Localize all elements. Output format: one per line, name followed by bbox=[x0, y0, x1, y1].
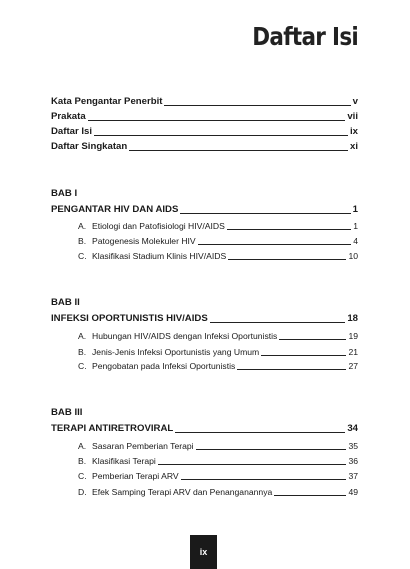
section-label: A. bbox=[78, 331, 87, 341]
page-number-tab bbox=[190, 535, 217, 569]
page-title: Daftar Isi bbox=[252, 22, 358, 51]
leader-line bbox=[175, 432, 345, 433]
toc-entry-daftar-singkatan[interactable] bbox=[51, 141, 358, 153]
section-page: 10 bbox=[348, 251, 358, 261]
leader-line bbox=[227, 229, 351, 230]
section-title: Patogenesis Molekuler HIV bbox=[92, 236, 196, 246]
leader-line bbox=[181, 479, 347, 480]
leader-line bbox=[180, 213, 350, 214]
toc-entry-kata-pengantar[interactable] bbox=[51, 96, 358, 108]
leader-line bbox=[228, 259, 346, 260]
section-page: 27 bbox=[348, 361, 358, 371]
section-title: Sasaran Pemberian Terapi bbox=[92, 441, 194, 451]
chapter-title: TERAPI ANTIRETROVIRAL bbox=[51, 423, 174, 434]
section-page: 1 bbox=[353, 221, 358, 231]
leader-line bbox=[210, 322, 346, 323]
section-page: 4 bbox=[353, 236, 358, 246]
section-label: B. bbox=[78, 236, 87, 246]
section-title: Jenis-Jenis Infeksi Oportunistis yang Umum bbox=[92, 347, 260, 357]
section-title: Klasifikasi Stadium Klinis HIV/AIDS bbox=[92, 251, 227, 261]
section-page: 21 bbox=[348, 347, 358, 357]
toc-entry-page: xi bbox=[349, 141, 358, 152]
section-label: B. bbox=[78, 347, 87, 357]
section-label: A. bbox=[78, 221, 87, 231]
toc-section-entry[interactable] bbox=[78, 220, 358, 232]
toc-chapter-entry[interactable] bbox=[51, 313, 358, 325]
section-page: 49 bbox=[348, 487, 358, 497]
section-label: A. bbox=[78, 441, 87, 451]
chapter-number: BAB I bbox=[51, 188, 78, 199]
toc-chapter-entry[interactable] bbox=[51, 204, 358, 216]
chapter-number: BAB III bbox=[51, 407, 83, 418]
leader-line bbox=[158, 464, 347, 465]
toc-chapter-entry[interactable] bbox=[51, 423, 358, 435]
leader-line bbox=[164, 105, 350, 106]
chapter-page: 34 bbox=[347, 423, 358, 434]
section-title: Pengobatan pada Infeksi Oportunistis bbox=[92, 361, 236, 371]
chapter-number: BAB II bbox=[51, 297, 80, 308]
section-label: C. bbox=[78, 361, 87, 371]
toc-entry-title: Daftar Singkatan bbox=[51, 141, 128, 152]
toc-entry-title: Prakata bbox=[51, 111, 86, 122]
toc-section-entry[interactable] bbox=[78, 486, 358, 498]
toc-section-entry[interactable] bbox=[78, 250, 358, 262]
leader-line bbox=[196, 449, 347, 450]
section-label: B. bbox=[78, 456, 87, 466]
toc-entry-page: vii bbox=[347, 111, 358, 122]
leader-line bbox=[237, 369, 346, 370]
section-label: C. bbox=[78, 471, 87, 481]
chapter-title: INFEKSI OPORTUNISTIS HIV/AIDS bbox=[51, 313, 208, 324]
section-page: 19 bbox=[348, 331, 358, 341]
section-title: Efek Samping Terapi ARV dan Penanganannya bbox=[92, 487, 273, 497]
leader-line bbox=[129, 150, 348, 151]
section-title: Klasifikasi Terapi bbox=[92, 456, 156, 466]
toc-section-entry[interactable] bbox=[78, 440, 358, 452]
toc-section-entry[interactable] bbox=[78, 360, 358, 372]
leader-line bbox=[88, 120, 346, 121]
leader-line bbox=[261, 355, 346, 356]
toc-entry-page: ix bbox=[349, 126, 358, 137]
section-page: 37 bbox=[348, 471, 358, 481]
toc-section-entry[interactable] bbox=[78, 235, 358, 247]
leader-line bbox=[279, 339, 346, 340]
leader-line bbox=[198, 244, 352, 245]
section-title: Hubungan HIV/AIDS dengan Infeksi Oportunistis bbox=[92, 331, 278, 341]
toc-section-entry[interactable] bbox=[78, 470, 358, 482]
toc-entry-page: v bbox=[352, 96, 358, 107]
chapter-page: 1 bbox=[352, 204, 358, 215]
section-label: C. bbox=[78, 251, 87, 261]
toc-entry-prakata[interactable] bbox=[51, 111, 358, 123]
toc-section-entry[interactable] bbox=[78, 330, 358, 342]
toc-section-entry[interactable] bbox=[78, 346, 358, 358]
section-title: Etiologi dan Patofisiologi HIV/AIDS bbox=[92, 221, 225, 231]
leader-line bbox=[94, 135, 348, 136]
toc-entry-daftar-isi[interactable] bbox=[51, 126, 358, 138]
toc-entry-title: Kata Pengantar Penerbit bbox=[51, 96, 163, 107]
section-label: D. bbox=[78, 487, 87, 497]
section-page: 36 bbox=[348, 456, 358, 466]
chapter-page: 18 bbox=[347, 313, 358, 324]
leader-line bbox=[274, 495, 346, 496]
section-page: 35 bbox=[348, 441, 358, 451]
chapter-title: PENGANTAR HIV DAN AIDS bbox=[51, 204, 179, 215]
toc-section-entry[interactable] bbox=[78, 455, 358, 467]
section-title: Pemberian Terapi ARV bbox=[92, 471, 179, 481]
page-number: ix bbox=[199, 547, 208, 557]
toc-entry-title: Daftar Isi bbox=[51, 126, 93, 137]
